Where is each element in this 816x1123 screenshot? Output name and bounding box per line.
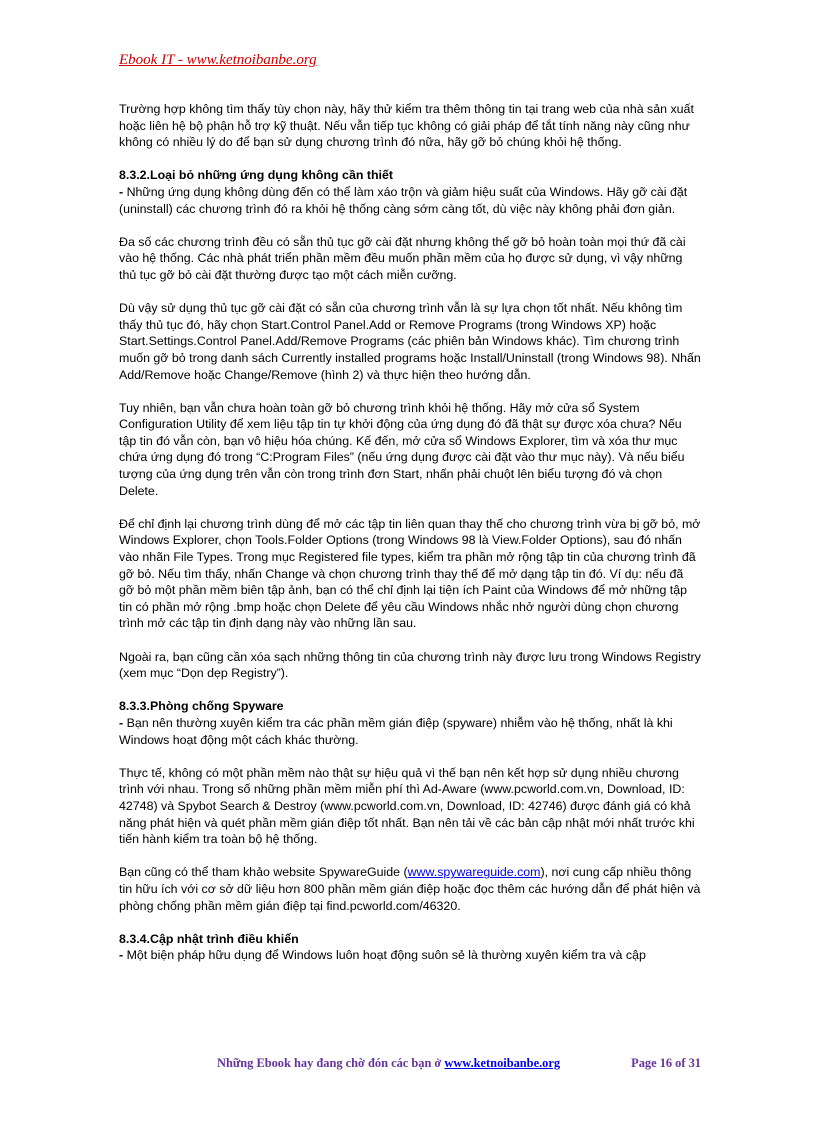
paragraph: Tuy nhiên, bạn vẫn chưa hoàn toàn gỡ bỏ chương trình khỏi hệ thống. Hãy mở cửa sổ System Configuration Utility để xem liệu tập tin tự khởi động của ứng dụng đó đã thật sự được xóa chưa? Nếu tập tin đó vẫn còn, bạn vô hiệu hóa chúng. Kế đến, mở cửa sổ Windows Explorer, tìm và xóa thư mục chứa ứng dụng đó trong “C:Program Files” (nếu ứng dụng được cài đặt vào thư mục này). Và nếu biểu tượng của ứng dụng trên vẫn còn trong trình đơn Start, nhấn phải chuột lên biểu tượng đó và chọn Delete. bbox=[119, 400, 685, 498]
spywareguide-link[interactable]: www.spywareguide.com bbox=[407, 865, 541, 880]
text-segment: ), nơi cung cấp nhiều thông tin hữu ích với cơ sở dữ liệu hơn 800 phần mềm gián điệp hoặc đọc thêm các hướng dẫn để phát hiện và phòng chống phần mềm gián điệp tại find.pcworld.com/46320. bbox=[119, 865, 701, 913]
paragraph: Để chỉ định lại chương trình dùng để mở các tập tin liên quan thay thế cho chương trình vừa bị gỡ bỏ, mở Windows Explorer, chọn Tools.Folder Options (trong Windows 98 là View.Folder Options), sau đó nhấn vào nhãn File Types. Trong mục Registered file types, kiểm tra phần mở rộng tập tin của chương trình đã gỡ bỏ. Nếu tìm thấy, nhấn Change và chọn chương trình thay thế để mở dạng tập tin đó. Ví dụ: nếu đã gỡ bỏ một phần mềm biên tập ảnh, bạn có thể chỉ định lại tiện ích Paint của Windows để mở những tập tin có phần mở rộng .bmp hoặc chọn Delete để yêu cầu Windows nhắc nhở người dùng chọn chương trình mở các tập tin định dạng này vào những lần sau. bbox=[119, 516, 701, 631]
paragraph: Dù vậy sử dụng thủ tục gỡ cài đặt có sẵn của chương trình vẫn là sự lựa chọn tốt nhất. Nếu không tìm thấy thủ tục đó, hãy chọn Start.Control Panel.Add or Remove Programs (trong Windows XP) hoặc Start.Settings.Control Panel.Add/Remove Programs (các phiên bản Windows khác). Tìm chương trình muốn gỡ bỏ trong danh sách Currently installed programs hoặc Install/Uninstall (trong Windows 98). Nhấn Add/Remove hoặc Change/Remove (hình 2) và thực hiện theo hướng dẫn. bbox=[119, 301, 701, 382]
section-lead bbox=[119, 184, 701, 217]
page-footer bbox=[217, 1056, 701, 1071]
footer-link[interactable]: www.ketnoibanbe.org bbox=[444, 1056, 561, 1070]
section-heading: 8.3.4.Cập nhật trình điều khiển bbox=[119, 931, 299, 946]
section-heading: 8.3.2.Loại bỏ những ứng dụng không cần thiết bbox=[119, 168, 394, 183]
bullet-dash: - bbox=[119, 948, 124, 963]
paragraph bbox=[119, 864, 701, 914]
header-title[interactable]: Ebook IT - www.ketnoibanbe.org bbox=[119, 52, 317, 68]
paragraph: Đa số các chương trình đều có sẵn thủ tục gỡ cài đặt nhưng không thể gỡ bỏ hoàn toàn mọi thứ đã cài vào hệ thống. Các nhà phát triển phần mềm đều muốn phần mềm của họ được sử dụng, vì vậy những thủ tục gỡ bỏ cài đặt thường được tạo một cách miễn cưỡng. bbox=[119, 234, 686, 282]
document-body bbox=[119, 101, 701, 980]
bullet-dash: - bbox=[119, 184, 124, 199]
paragraph: Ngoài ra, bạn cũng cần xóa sạch những thông tin của chương trình này được lưu trong Windows Registry (xem mục “Dọn dẹp Registry”). bbox=[119, 649, 701, 681]
bullet-dash: - bbox=[119, 715, 124, 730]
footer-text: Những Ebook hay đang chờ đón các bạn ở bbox=[217, 1056, 445, 1070]
lead-text: Những ứng dụng không dùng đến có thể làm xáo trộn và giảm hiệu suất của Windows. Hãy gỡ cài đặt (uninstall) các chương trình đó ra khỏi hệ thống càng sớm càng tốt, dù việc này không phải đơn giản. bbox=[119, 184, 688, 216]
paragraph: Thực tế, không có một phần mềm nào thật sự hiệu quả vì thế bạn nên kết hợp sử dụng nhiều chương trình với nhau. Trong số những phần mềm miễn phí thì Ad-Aware (www.pcworld.com.vn, Download, ID: 42748) và Spybot Search & Destroy (www.pcworld.com.vn, Download, ID: 42746) được đánh giá có khả năng phát hiện và quét phần mềm gián điệp tốt nhất. Bạn nên tải về các bản cập nhật mới nhất trước khi tiến hành kiểm tra toàn bộ hệ thống. bbox=[119, 765, 695, 847]
lead-text: Bạn nên thường xuyên kiểm tra các phần mềm gián điệp (spyware) nhiễm vào hệ thống, nhất là khi Windows hoạt động một cách khác thường. bbox=[119, 715, 673, 747]
section-lead bbox=[119, 947, 701, 964]
paragraph: Trường hợp không tìm thấy tùy chọn này, hãy thử kiểm tra thêm thông tin tại trang web của nhà sản xuất hoặc liên hệ bộ phận hỗ trợ kỹ thuật. Nếu vẫn tiếp tục không có giải pháp để tắt tính năng này cũng như không có nhiều lý do để bạn sử dụng chương trình đó nữa, hãy gỡ bỏ chúng khỏi hệ thống. bbox=[119, 102, 694, 150]
text-segment: Bạn cũng có thể tham khảo website SpywareGuide ( bbox=[119, 865, 408, 880]
lead-text: Một biện pháp hữu dụng để Windows luôn hoạt động suôn sẻ là thường xuyên kiểm tra và cập bbox=[123, 948, 646, 963]
section-heading: 8.3.3.Phòng chống Spyware bbox=[119, 699, 284, 714]
section-lead bbox=[119, 715, 701, 748]
page-number: Page 16 of 31 bbox=[631, 1056, 701, 1070]
